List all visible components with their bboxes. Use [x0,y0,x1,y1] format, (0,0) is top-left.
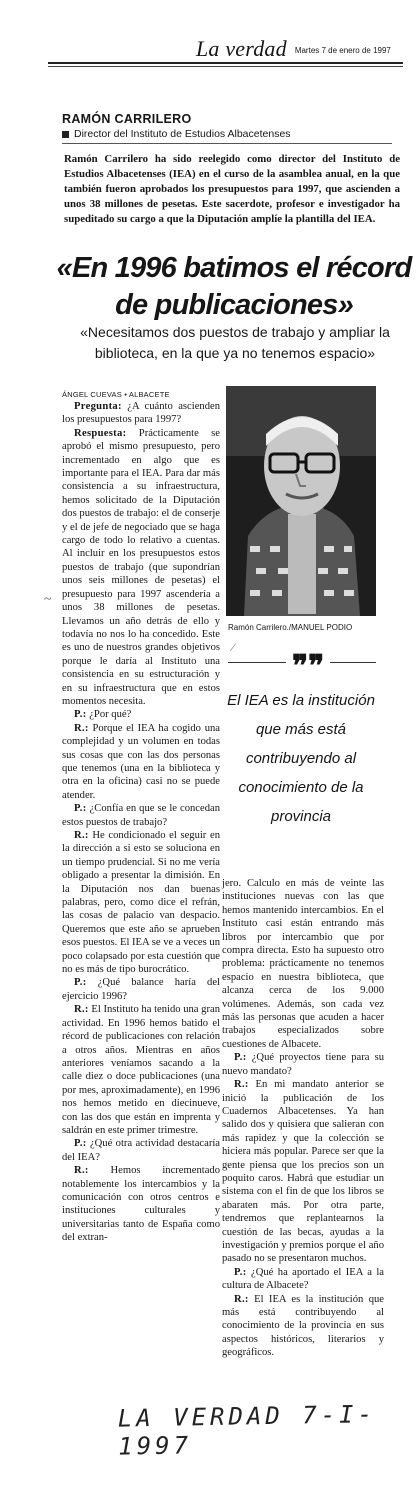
interview-paragraph [62,427,220,709]
quote-marks-icon: ❞❞ [286,652,330,682]
paragraph-text: ¿A cuánto ascienden los presupuestos para 1997? [62,401,220,426]
masthead-rule [48,62,403,64]
paragraph-text: El Instituto ha tenido una gran actividad. En 1996 hemos batido el récord de publicaciones con relación a otros años. Mientras en años anteriores veníamos sacando a la calle diez o doce publicaciones (una por mes, aproximadamente), en 1996 nos hemos metido en diecinueve, con las dos que están en imprenta y saldrán en este primer trimestre. [62,1004,220,1136]
interview-paragraph [62,1137,220,1164]
paragraph-text: ¿Qué proyectos tiene para su nuevo mandato? [222,1052,384,1077]
interview-paragraph [62,829,220,976]
pencil-mark: ⁄ [232,640,235,654]
interview-paragraph [62,400,220,427]
paragraph-text: Porque el IEA ha cogido una complejidad y un volumen en todas sus cosas que con las dos personas que tenemos (una en la biblioteca y otra en la oficina) casi no se puede atender. [62,722,220,801]
issue-date: Martes 7 de enero de 1997 [294,46,391,55]
byline: ÁNGEL CUEVAS • ALBACETE [62,390,170,399]
portrait-photo [226,386,376,616]
speaker-label: P.: [74,977,87,989]
speaker-label: R.: [234,1293,249,1305]
masthead [196,36,401,60]
speaker-label: R.: [74,722,89,734]
interview-paragraph [62,802,220,829]
body-column-1 [62,400,220,1245]
speaker-label: R.: [234,1079,249,1091]
headline: «En 1996 batimos el récord de publicaciones» [56,252,412,321]
speaker-label: Respuesta: [74,427,127,439]
interview-paragraph [222,1293,384,1360]
interview-paragraph [62,1164,220,1244]
paragraph-text: ¿Qué balance haría del ejercicio 1996? [62,977,220,1002]
interview-paragraph [62,708,220,721]
interview-paragraph [62,1003,220,1137]
speaker-label: Pregunta: [74,401,122,412]
speaker-label: R.: [74,1165,89,1177]
newspaper-name: La verdad [196,36,287,61]
margin-pencil-mark: ~ [44,592,52,607]
speaker-label: P.: [234,1052,247,1064]
interview-paragraph [222,1266,384,1293]
author-name: RAMÓN CARRILERO [62,112,192,126]
speaker-label: P.: [234,1266,247,1278]
interview-paragraph [222,1051,384,1078]
speaker-label: P.: [74,803,87,815]
masthead-rule-thin [48,66,403,67]
lead-paragraph: Ramón Carrilero ha sido reelegido como director del Instituto de Estudios Albacetenses (IEA) en el curso de la asamblea anual, en la que también fueron aprobados los presupuestos para 1997, que ascienden a unos 38 millones de pesetas. Este sacerdote, profesor e investigador ha supeditado su cargo a que la Diputación amplíe la plantilla del IEA. [64,153,400,225]
pullquote: El IEA es la institución que más está contribuyendo al conocimiento de la provincia [227,692,375,825]
square-icon [62,131,69,138]
subheadline: «Necesitamos dos puestos de trabajo y ampliar la biblioteca, en la que ya no tenemos espacio» [80,324,390,361]
portrait-drawing [226,386,376,616]
paragraph-text: ¿Qué otra actividad destacaría del IEA? [62,1138,220,1163]
speaker-label: R.: [74,1004,89,1016]
body-column-2 [222,877,384,1360]
paragraph-text: Hemos incrementado notablemente los intercambios y la comunicación con otros centros e instituciones culturales y universitarias tanto de España como del extran- [62,1165,220,1244]
speaker-label: P.: [74,709,87,721]
photo-caption: Ramón Carrilero./MANUEL PODIO [228,623,353,632]
paragraph-text: He condicionado el seguir en la dirección a si esto se soluciona en un tiempo prudencial. Si no me vería obligado a presentar la dimisión. En la Diputación nos dan buenas palabras, pero, como dice el refrán, las cosas de palacio van despacio. Queremos que este año se aprueben esos puestos. El IEA se ve a veces un poco colapsado por esta cuestión que no es más de tipo burocrático. [62,830,220,976]
paragraph-text: En mi mandato anterior se inició la publicación de los Cuadernos Albacetenses. Ya han salido dos y quisiera que salieran con más rapidez y que la colección se hiciera más popular. Parece ser que la gente piensa que los precios son un poquito caros. Habrá que estudiar un sistema con el fin de que los libros se abaraten más. Por otra parte, tendremos que replantearnos la cuestión de las becas, ayudas a la investigación y premios porque el año pasado no se presentaron muchos. [222,1079,384,1265]
interview-paragraph [222,1078,384,1266]
interview-paragraph [222,877,384,1051]
author-role-text: Director del Instituto de Estudios Albacetenses [74,128,291,140]
paragraph-text: ¿Por qué? [89,709,132,721]
paragraph-text: ¿Qué ha aportado el IEA a la cultura de Albacete? [222,1266,384,1292]
paragraph-text: Prácticamente se aprobó el mismo presupuesto, pero incrementado en algo que es importante para el IEA. Para dar más consistencia a su infraestructura, hemos solicitado de la Diputación dos puestos de trabajo: el de conserje y el de jefe de negociado que se haga cargo de todo lo relativo a cuentas. Al incluir en los presupuestos estos puestos de trabajo (que supondrían unos seis millones de pesetas) el presupuesto para 1997 ascendería a unos 38 millones de pesetas. Llevamos un año detrás de ello y todavía no nos lo ha concedido. Este es uno de nuestros grandes objetivos porque le daría al Instituto una consistencia en su estructuración y en su infraestructura que en estos momentos necesita. [62,427,220,707]
speaker-label: R.: [74,830,89,841]
paragraph-text: jero. Calculo en más de veinte las instituciones nuevas con las que hemos mantenido intercambios. En el Instituto casi están entrando más libros por intercambio que por compra directa. Esto ha supuesto otro problema: prácticamente no tenemos espacio en nuestra biblioteca, que alcanza cerca de los 9.000 volúmenes. Además, son cada vez más las personas que acuden a hacer trabajos especializados sobre cuestiones de Albacete. [222,878,384,1050]
paragraph-text: ¿Confía en que se le concedan estos puestos de trabajo? [62,803,220,828]
speaker-label: P.: [74,1138,87,1150]
paragraph-text: El IEA es la institución que más está contribuyendo al conocimiento de la provincia en sus aspectos históricos, literarios y geográficos. [222,1293,384,1359]
role-rule [62,143,392,144]
handwritten-date-note: LA VERDAD 7-I-1997 [117,1400,377,1461]
author-role [62,128,291,140]
interview-paragraph [62,722,220,802]
interview-paragraph [62,976,220,1003]
